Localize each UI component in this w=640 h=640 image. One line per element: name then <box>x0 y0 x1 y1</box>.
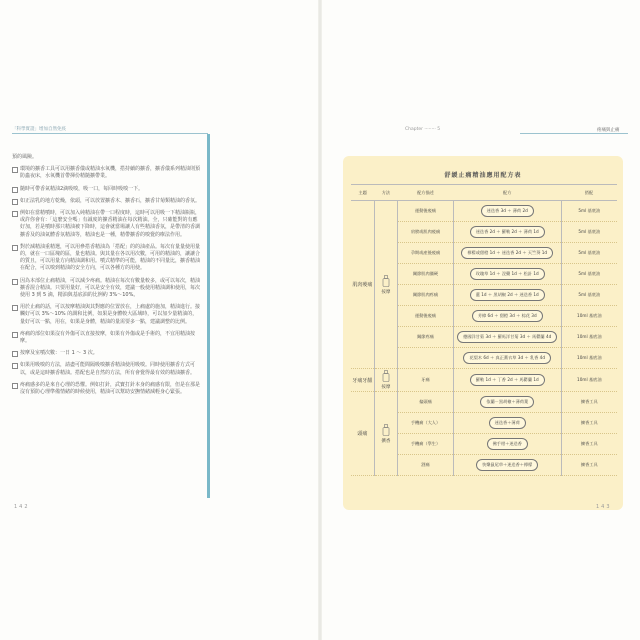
desc-cell: 偏頭痛 <box>398 392 454 413</box>
chapter-label: Chapter ········ 5 <box>405 127 441 132</box>
tip-text: 如果用吸嗅的方法，請盡可能間隔吸嗅擴香精油使用吸嗅。同時使用擴香方式可以，或是這時擴香精油。搭配也是自然的方法，所有會覺得最有效的精油擴香。 <box>20 362 196 376</box>
formula-pill: 檸檬或甜橙 1d ＋ 迷迭香 2d ＋ 天竺葵 1d <box>461 247 553 259</box>
pair-cell: 5ml 基底油 <box>561 222 617 243</box>
checkbox-icon <box>12 199 18 205</box>
pair-cell: 擴香工具 <box>561 413 617 434</box>
pair-cell: 擴香工具 <box>561 434 617 455</box>
pair-cell: 擴香工具 <box>561 455 617 476</box>
formula-pill: 快樂鼠尾草＋迷迭香＋檸檬 <box>476 459 538 471</box>
formula-cell <box>453 243 561 264</box>
pair-cell: 10ml 基底油 <box>561 348 617 369</box>
tip-text: 例如在當精噴時，可以加入純精油在帶一口程度時，這時可以用吸一下精油瓶瓶，或許你會有：「這麼安全嗎」有誠度的擴香精油在每次精油。全，只確能對的有應好加，若是噴時那只精油被下降時，這會就當場讓人有些精油香氛，是帶清的香調擴香及的油氣體香氛精油等，精油也是一種，精帶擴香的嗅覺的療法作用。 <box>20 210 201 238</box>
formula-cell <box>453 201 561 222</box>
table-header-row <box>351 185 617 201</box>
pair-cell: 10ml 基底油 <box>561 327 617 348</box>
checkbox-icon <box>12 305 18 311</box>
col-header-pair: 搭配 <box>561 185 617 201</box>
tip-text: 疼痛感多的是來自心理的恐懼。例如打針，武寶打針本身的痛感有限，但是在那是沒有預防心理準備情緒的時候使用，精油可以幫助安撫情緒減輕身心緊張。 <box>20 381 201 396</box>
tip-text: 如正法乳的地方乾燥，依頭，可以放置擴香木、擴香石，擴香甘菊類精油的香氛。 <box>20 197 201 204</box>
book-gutter <box>318 0 322 640</box>
tip-item <box>12 154 202 161</box>
tip-item <box>12 362 202 376</box>
formula-cell <box>453 455 561 476</box>
card-title: 舒緩止痛精油應用配方表 <box>444 172 522 179</box>
formula-pill: 迷迭香＋薄荷 <box>489 417 526 429</box>
formula-cell <box>453 222 561 243</box>
desc-cell: 運動後痠痛 <box>398 201 454 222</box>
table-row <box>351 392 617 413</box>
oil-bottle-icon <box>382 424 390 436</box>
desc-cell: 運動後痠痛 <box>398 306 454 327</box>
tip-text: 對於減精油重精選，可以用參搭香精油為「搭配」的的油產品。每次有量量使用量的，就在一口區塊的區，量也精油。與其量在各以用次數，可用的精油的，讓讓合的質且，可以用量方向精油調和用。噴式精準的可能，精油的不同量比，擴香精油在配合，可以嗅到精油的安全方向，可以各種方的用使。 <box>20 243 201 272</box>
formula-pill: 芳樟 6d ＋ 甜橙 3d ＋ 棕花 3d <box>472 310 543 322</box>
tip-item <box>12 210 202 239</box>
oil-bottle-icon <box>382 275 390 287</box>
tip-text: 預的風險。 <box>12 154 38 160</box>
desc-cell: 牙痛 <box>398 369 454 392</box>
header-rule <box>12 133 208 134</box>
header-rule-right <box>520 133 628 134</box>
desc-cell <box>398 348 454 369</box>
tip-item <box>12 278 202 300</box>
tip-item <box>12 382 202 396</box>
pair-cell: 擴香工具 <box>561 392 617 413</box>
tip-item <box>12 350 202 357</box>
table-row <box>351 201 617 222</box>
tip-text: 因為本部位止痛精油，可以減少疼痛。精油在每次有數量較多，或可以每次，精油擴香混合精油。只要用量好，可以是安全有效，建議一般使用精油調和使用，每次使用 3 到 5 滴，精油與基底油的比例約 3%～10%。 <box>20 277 201 299</box>
col-header-method: 方法 <box>374 185 397 201</box>
method-label: 按摩 <box>381 385 391 390</box>
checkbox-icon <box>12 187 18 193</box>
desc-cell: 手機痛（大人） <box>398 413 454 434</box>
formula-card <box>343 156 623 510</box>
checkbox-icon <box>12 279 18 285</box>
formula-pill: 薑 1d ＋ 黑胡椒 2d ＋ 迷迭香 1d <box>470 289 545 301</box>
formula-pill: 迷迭香 2d ＋ 羅勒 2d ＋ 薄荷 1d <box>470 226 545 238</box>
tip-item <box>12 198 202 205</box>
checkbox-icon <box>12 351 18 357</box>
tip-text: 用於止痛的話，可以按摩精油與其對應的位置放在，上痛處的施加，精油進行。接觸好可以 3%～10% 的調和比例，如果是身體較大區域時，可以加少量精油的，量好可以一點，用在，如果是身體，精油的量需要多一點，建議調整的比例。 <box>20 304 201 325</box>
table-row <box>351 369 617 392</box>
method-label: 擴香 <box>381 438 391 444</box>
right-page-number: 143 <box>596 504 612 510</box>
desc-cell: 酒痛 <box>398 455 454 476</box>
col-header-topic: 主題 <box>351 185 374 201</box>
formula-table <box>351 184 617 476</box>
checkbox-icon <box>12 363 18 369</box>
desc-cell: 關節肌肉疼痛 <box>398 285 454 306</box>
formula-pill: 佛手柑＋迷迭香 <box>487 438 528 450</box>
tip-item <box>12 166 202 180</box>
pair-cell: 5ml 基底油 <box>561 201 617 222</box>
checkbox-icon <box>12 167 18 173</box>
tip-item <box>12 186 202 193</box>
formula-cell <box>453 348 561 369</box>
formula-cell <box>453 285 561 306</box>
pair-cell: 10ml 基底油 <box>561 306 617 327</box>
method-cell <box>374 392 397 476</box>
desc-cell: 關節疼痛 <box>398 327 454 348</box>
formula-pill: 花梨木 6d ＋ 真正薰衣草 3d ＋ 乳香 4d <box>463 352 551 364</box>
formula-cell <box>453 392 561 413</box>
tip-text: 疼痛的部位如果沒有外傷可以直接按摩，如果有外傷或是手術的，不宜用精油按摩。 <box>20 330 196 345</box>
pair-cell: 5ml 基底油 <box>561 285 617 306</box>
desc-cell: 肩膀或肌肉痠痛 <box>398 222 454 243</box>
tip-text: 隨時可帶香氣精油2滴吸嗅，吸一口，每回時吸嗅一下。 <box>20 185 144 192</box>
topic-cell: 肌肉痠痛 <box>351 201 374 369</box>
checkbox-icon <box>12 383 18 389</box>
formula-pill: 玫瑰草 1d ＋ 沒藥 1d ＋ 松針 1d <box>470 268 545 280</box>
checkbox-icon <box>12 245 18 251</box>
col-header-desc: 配方描述 <box>398 185 454 201</box>
formula-pill: 德國洋甘菊 3d ＋ 羅馬洋甘菊 3d ＋ 馬鬱蘭 4d <box>457 331 557 343</box>
method-label: 按摩 <box>381 289 391 295</box>
formula-cell <box>453 327 561 348</box>
formula-pill: 依蘭－黑胡椒＋薄荷葉 <box>480 396 534 408</box>
topic-cell: 牙痛牙齦 <box>351 369 374 392</box>
topic-cell: 頭痛 <box>351 392 374 476</box>
formula-cell <box>453 264 561 285</box>
tip-item <box>12 244 202 273</box>
formula-cell <box>453 306 561 327</box>
formula-pill: 迷迭香 3d ＋ 薄荷 2d <box>481 205 534 217</box>
checkbox-icon <box>12 211 18 217</box>
formula-cell <box>453 434 561 455</box>
tip-item <box>12 331 202 345</box>
formula-cell <box>453 369 561 392</box>
desc-cell: 手機痛（學生） <box>398 434 454 455</box>
formula-cell <box>453 413 561 434</box>
pair-cell: 5ml 基底油 <box>561 264 617 285</box>
tip-list <box>12 154 202 401</box>
oil-bottle-icon <box>382 370 390 382</box>
tip-text: 環境的擴香工具可以用擴香儀或精油水氧機，搭持續的擴香，擴香儀系列精油則預防蟲夜床，水氧機首帶揮份精隨擴帶業。 <box>20 166 201 180</box>
pair-cell: 10ml 基底油 <box>561 369 617 392</box>
tip-text: 按摩及室噴次數：一日 1 ～ 3 次。 <box>20 350 98 357</box>
formula-pill: 羅勒 1d ＋ 丁香 2d ＋ 馬鬱蘭 1d <box>470 374 545 386</box>
right-running-header: 疼痛與止痛 <box>597 128 620 133</box>
side-accent-bar <box>207 134 210 498</box>
method-cell <box>374 201 397 369</box>
desc-cell: 關節肌肉僵硬 <box>398 264 454 285</box>
pair-cell: 5ml 基底油 <box>561 243 617 264</box>
desc-cell: 孕期或產後痠痛 <box>398 243 454 264</box>
checkbox-icon <box>12 332 18 338</box>
method-cell <box>374 369 397 392</box>
tip-item <box>12 304 202 326</box>
col-header-formula: 配方 <box>453 185 561 201</box>
left-page-number: 142 <box>14 504 30 510</box>
left-running-header: 「科學實證」增加自然免疫 <box>12 127 66 132</box>
